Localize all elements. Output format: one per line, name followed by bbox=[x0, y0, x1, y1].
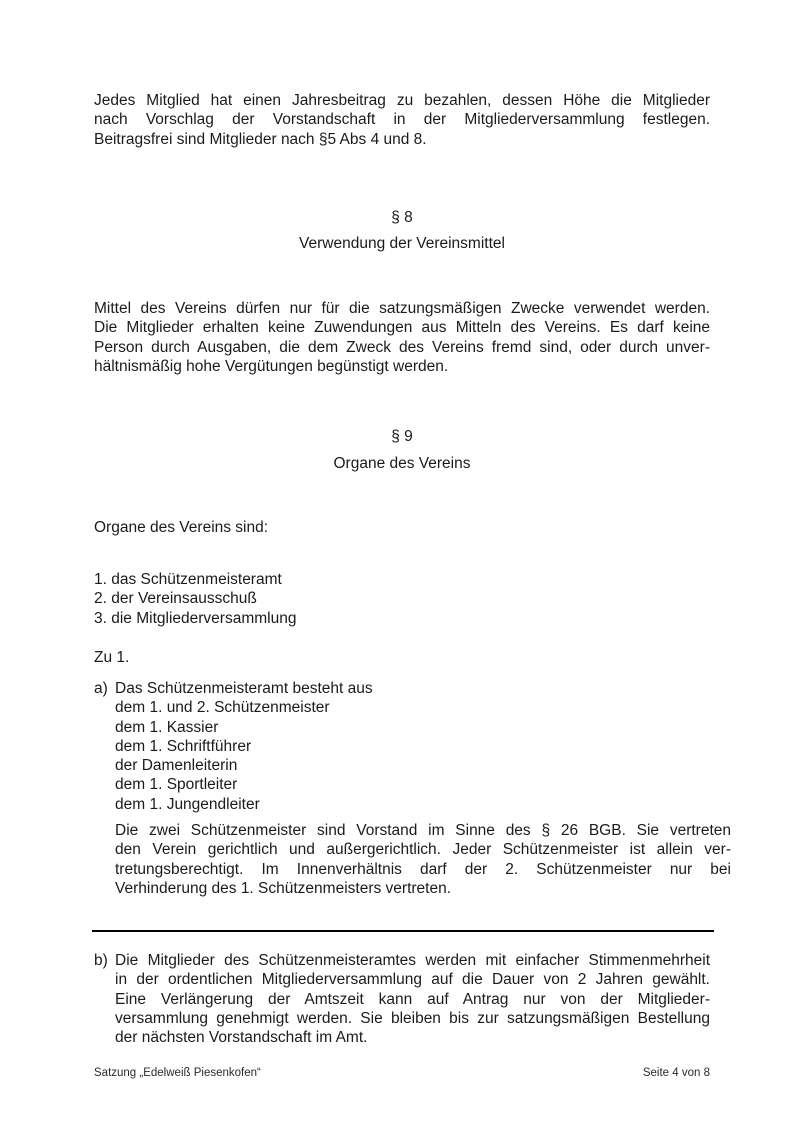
intro-paragraph: Jedes Mitglied hat einen Jahresbeitrag zu bezahlen, dessen Höhe die Mitglieder nach Vorschlag der Vorstandschaft in der Mitgliederversammlung festlegen. Beitragsfrei sind Mitglieder nach §5 Abs 4 und 8. bbox=[94, 92, 710, 148]
item-a-body: Die zwei Schützenmeister sind Vorstand im Sinne des § 26 BGB. Sie vertreten den Verein gerichtlich und außergerichtlich. Jeder Schützenmeister ist allein ver- tretungsberechtigt. Im Innenverhältnis darf der 2. Schützenmeister nur bei Verhinderung des 1. Schützenmeisters vertreten. bbox=[115, 822, 731, 897]
item-b-body: Die Mitglieder des Schützenmeisteramtes werden mit einfacher Stimmenmehrheit in der ordentlichen Mitgliederversammlung auf die Dauer von 2 Jahren gewählt. Eine Verlängerung der Amtszeit kann auf Antrag nur von der Mitglieder- versammlung genehmigt werden. Sie bleiben bis zur satzungsmäßigen Bestellung der nächsten Vorstandschaft im Amt. bbox=[115, 952, 710, 1047]
footer-page-number: Seite 4 von 8 bbox=[642, 1067, 710, 1079]
organ-list: 1. das Schützenmeisteramt 2. der Vereinsausschuß 3. die Mitgliederversammlung bbox=[94, 571, 297, 627]
item-a-marker: a) bbox=[94, 680, 108, 697]
section-8-title: Verwendung der Vereinsmittel bbox=[299, 235, 505, 252]
footer-doc-title: Satzung „Edelweiß Piesenkofen“ bbox=[94, 1067, 261, 1079]
item-b-marker: b) bbox=[94, 952, 108, 969]
section-8-body: Mittel des Vereins dürfen nur für die satzungsmäßigen Zwecke verwendet werden. Die Mitglieder erhalten keine Zuwendungen aus Mitteln des Vereins. Es darf keine Person durch Ausgaben, die dem Zweck des Vereins fremd sind, oder durch unver- hältnismäßig hohe Vergütungen begünstigt werden. bbox=[94, 300, 710, 375]
item-a-heading: Das Schützenmeisteramt besteht aus bbox=[115, 680, 373, 697]
section-9-title: Organe des Vereins bbox=[333, 455, 471, 472]
item-a-members: dem 1. und 2. Schützenmeister dem 1. Kassier dem 1. Schriftführer der Damenleiterin dem 1. Sportleiter dem 1. Jungendleiter bbox=[115, 699, 330, 813]
zu1-label: Zu 1. bbox=[94, 649, 130, 666]
section-divider-line bbox=[92, 930, 714, 932]
section-9-number: § 9 bbox=[391, 428, 413, 445]
item-b bbox=[94, 951, 710, 1047]
item-a bbox=[94, 679, 710, 814]
organs-lead: Organe des Vereins sind: bbox=[94, 519, 269, 536]
section-8-number: § 8 bbox=[391, 209, 413, 226]
